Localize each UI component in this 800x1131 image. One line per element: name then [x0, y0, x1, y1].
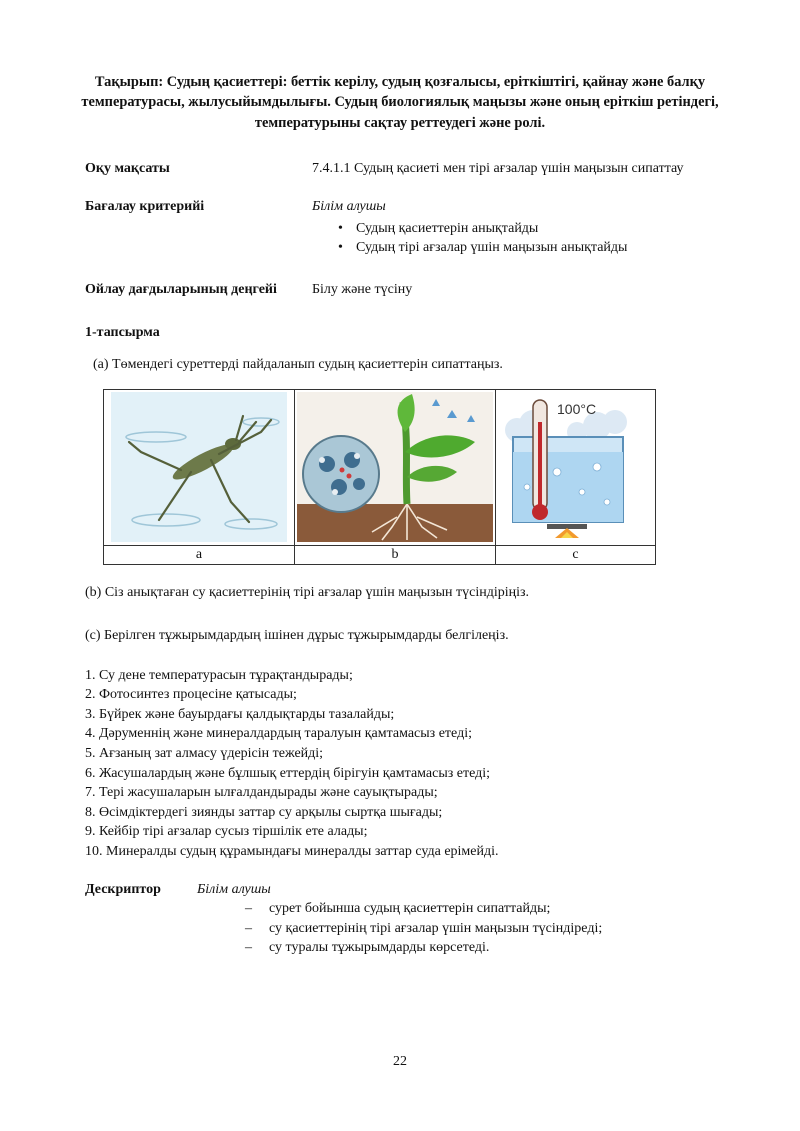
descriptor-list [197, 899, 602, 958]
criteria-row [85, 197, 715, 258]
statement-item: 8. Өсімдіктердегі зиянды заттар су арқылы сыртқа шығады; [85, 804, 443, 820]
descriptor-block [85, 880, 715, 958]
thermometer-icon [497, 392, 655, 542]
statements-list [85, 666, 715, 862]
picture-c [496, 389, 656, 545]
caption-a: a [104, 545, 295, 564]
statement-item: 4. Дәруменнің және минералдардың таралуын қамтамасыз етеді; [85, 726, 472, 742]
objective-value: 7.4.1.1 Судың қасиеті мен тірі ағзалар үшін маңызын сипаттау [312, 161, 684, 177]
statement-item: 3. Бүйрек және бауырдағы қалдықтарды тазалайды; [85, 706, 395, 722]
task-title: 1-тапсырма [85, 325, 160, 341]
descriptor-item: – су туралы тұжырымдарды көрсетеді. [245, 938, 602, 958]
worksheet-page [81, 72, 719, 958]
thinking-row [85, 280, 715, 300]
statement-item: 7. Тері жасушаларын ылғалдандырады және сауықтырады; [85, 785, 438, 801]
thermometer-label: 100°C [556, 401, 596, 418]
descriptor-item: – сурет бойынша судың қасиеттерін сипаттайды; [245, 899, 602, 919]
criteria-list [312, 219, 715, 258]
statement-item: 2. Фотосинтез процесіне қатысады; [85, 687, 297, 703]
criteria-label: Бағалау критерийі [85, 198, 205, 214]
descriptor-label: Дескриптор [85, 881, 161, 897]
picture-a [104, 389, 295, 545]
statement-item: 6. Жасушалардың және бұлшық еттердің бірігуін қамтамасыз етеді; [85, 765, 491, 781]
descriptor-item: – су қасиеттерінің тірі ағзалар үшін маңызын түсіндіреді; [245, 919, 602, 939]
picture-b [295, 389, 496, 545]
caption-c: c [496, 545, 656, 564]
thinking-value: Білу және түсіну [312, 281, 413, 297]
statement-item: 10. Минералды судың құрамындағы минералды заттар суда ерімейді. [85, 844, 499, 860]
statement-item: 9. Кейбір тірі ағзалар сусыз тіршілік ете алады; [85, 824, 368, 840]
descriptor-value [197, 880, 602, 958]
statement-item: 5. Ағзаның зат алмасу үдерісін тежейді; [85, 746, 324, 762]
objective-label: Оқу мақсаты [85, 161, 170, 177]
descriptor-intro: Білім алушы [197, 881, 271, 897]
task-part-a: (а) Төмендегі суреттерді пайдаланып судың қасиеттерін сипаттаңыз. [93, 356, 503, 372]
criteria-intro: Білім алушы [312, 198, 386, 214]
water-strider-icon [111, 392, 287, 542]
criteria-item: • Судың қасиеттерін анықтайды [356, 219, 715, 239]
plant-water-icon [297, 392, 493, 542]
caption-b: b [295, 545, 496, 564]
lesson-title: Тақырып: Судың қасиеттері: беттік керілу, судың қозғалысы, еріткіштігі, қайнау және балқу температурасы, жылусыйымдылығы. Судың биологиялық маңызы және оның еріткіш ретіндегі, температурыны сақтау реттеудегі және ролі. [81, 74, 719, 131]
page-number: 22 [393, 1054, 407, 1069]
task-part-b: (b) Сіз анықтаған су қасиеттерінің тірі ағзалар үшін маңызын түсіндіріңіз. [85, 584, 530, 600]
criteria-value [312, 197, 715, 258]
objective-row [85, 159, 715, 179]
pictures-table [103, 389, 656, 565]
statement-item: 1. Су дене температурасын тұрақтандырады; [85, 667, 353, 683]
criteria-item: • Судың тірі ағзалар үшін маңызын анықтайды [356, 238, 715, 258]
task-part-c: (c) Берілген тұжырымдардың ішінен дұрыс тұжырымдарды белгілеңіз. [85, 628, 509, 644]
thinking-label: Ойлау дағдыларының деңгейі [85, 281, 277, 297]
